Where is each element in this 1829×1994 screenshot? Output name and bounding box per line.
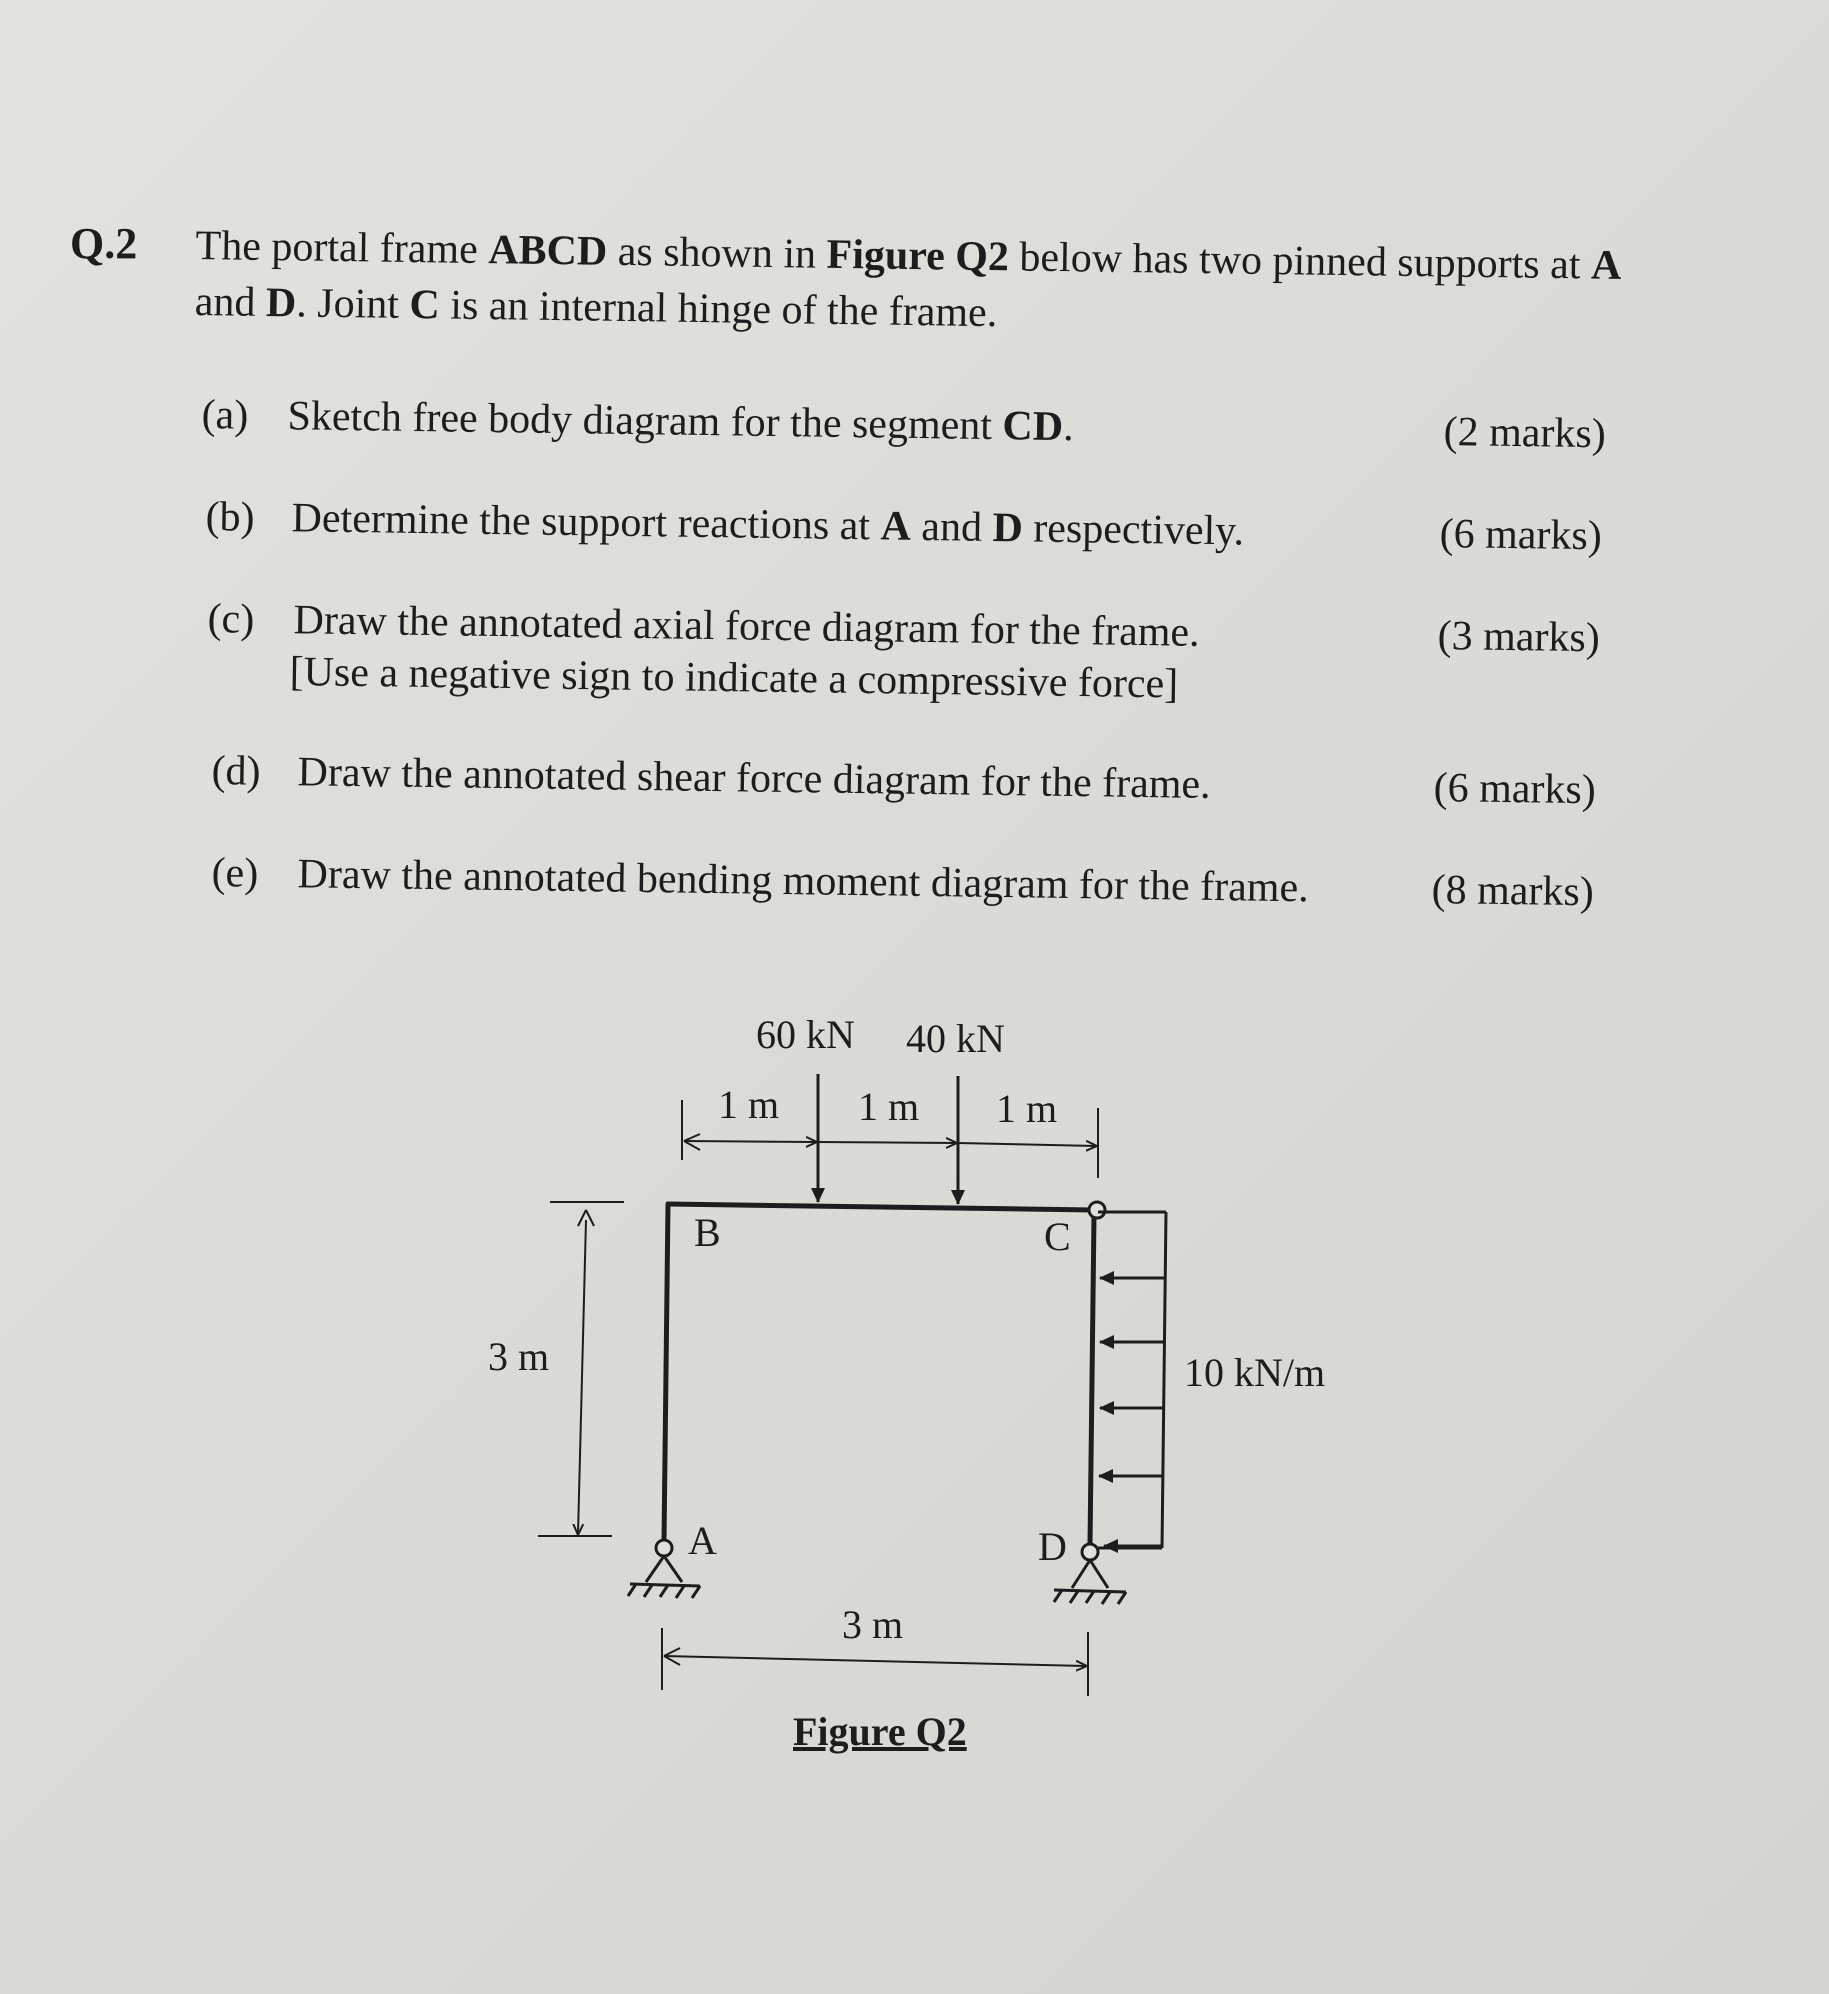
part-a-segment: CD xyxy=(1002,403,1064,451)
udl-load-box xyxy=(1098,1212,1166,1548)
height-dimension xyxy=(538,1202,624,1536)
part-a-label: (a) xyxy=(201,391,249,439)
joint-b-label: B xyxy=(694,1210,721,1255)
part-e-marks: (8 marks) xyxy=(1431,866,1595,916)
part-a-text-end: . xyxy=(1062,404,1074,451)
udl-label: 10 kN/m xyxy=(1184,1350,1326,1395)
beam-bc xyxy=(668,1204,1094,1210)
span-1-label: 1 m xyxy=(718,1082,780,1127)
column-cd xyxy=(1090,1216,1094,1544)
intro-text: and xyxy=(194,278,267,326)
width-label: 3 m xyxy=(842,1602,904,1647)
part-e-label: (e) xyxy=(211,849,259,897)
frame-members xyxy=(664,1204,1094,1544)
part-b-joint-a: A xyxy=(880,503,912,550)
part-b-marks: (6 marks) xyxy=(1439,510,1603,560)
question-number: Q.2 xyxy=(70,219,138,268)
joint-c-label: C xyxy=(1044,1214,1071,1259)
intro-joint-a: A xyxy=(1590,242,1622,289)
part-c-marks: (3 marks) xyxy=(1437,612,1601,662)
part-b-text-end: respectively. xyxy=(1022,505,1245,555)
part-a-text: Sketch free body diagram for the segment xyxy=(287,393,1003,450)
part-b-text: and xyxy=(910,503,993,551)
span-3-label: 1 m xyxy=(996,1086,1058,1131)
part-a-marks: (2 marks) xyxy=(1443,408,1607,458)
intro-text: below has two pinned supports at xyxy=(1008,234,1592,289)
udl-arrows xyxy=(1099,1278,1164,1546)
intro-joint-c: C xyxy=(409,281,441,329)
part-b-label: (b) xyxy=(205,493,255,541)
joint-d-label: D xyxy=(1038,1524,1067,1569)
intro-text: . Joint xyxy=(295,280,410,328)
joint-a-label: A xyxy=(688,1518,717,1563)
part-d-text: Draw the annotated shear force diagram for the frame. xyxy=(297,749,1211,808)
part-d-label: (d) xyxy=(211,747,261,795)
intro-text: as shown in xyxy=(606,228,827,278)
intro-figure-ref: Figure Q2 xyxy=(826,231,1010,281)
height-label: 3 m xyxy=(488,1334,550,1379)
part-c-label: (c) xyxy=(207,595,255,643)
part-c-text: Draw the annotated axial force diagram for the frame. xyxy=(293,597,1200,656)
load-40kn-label: 40 kN xyxy=(906,1016,1005,1061)
intro-frame-name: ABCD xyxy=(487,227,608,275)
intro-text: is an internal hinge of the frame. xyxy=(439,282,998,337)
hinge-c xyxy=(1089,1202,1105,1218)
part-b-text: Determine the support reactions at xyxy=(291,495,881,550)
column-ab xyxy=(664,1204,668,1540)
part-e-text: Draw the annotated bending moment diagram for the frame. xyxy=(297,851,1309,912)
span-2-label: 1 m xyxy=(858,1084,920,1129)
load-60kn-label: 60 kN xyxy=(756,1012,855,1057)
intro-text: The portal frame xyxy=(195,222,489,274)
figure-caption: Figure Q2 xyxy=(793,1709,967,1754)
part-b-joint-d: D xyxy=(992,504,1024,552)
part-d-marks: (6 marks) xyxy=(1433,764,1597,814)
intro-joint-d: D xyxy=(265,279,297,327)
part-c-note: [Use a negative sign to indicate a compressive force] xyxy=(289,648,1179,708)
